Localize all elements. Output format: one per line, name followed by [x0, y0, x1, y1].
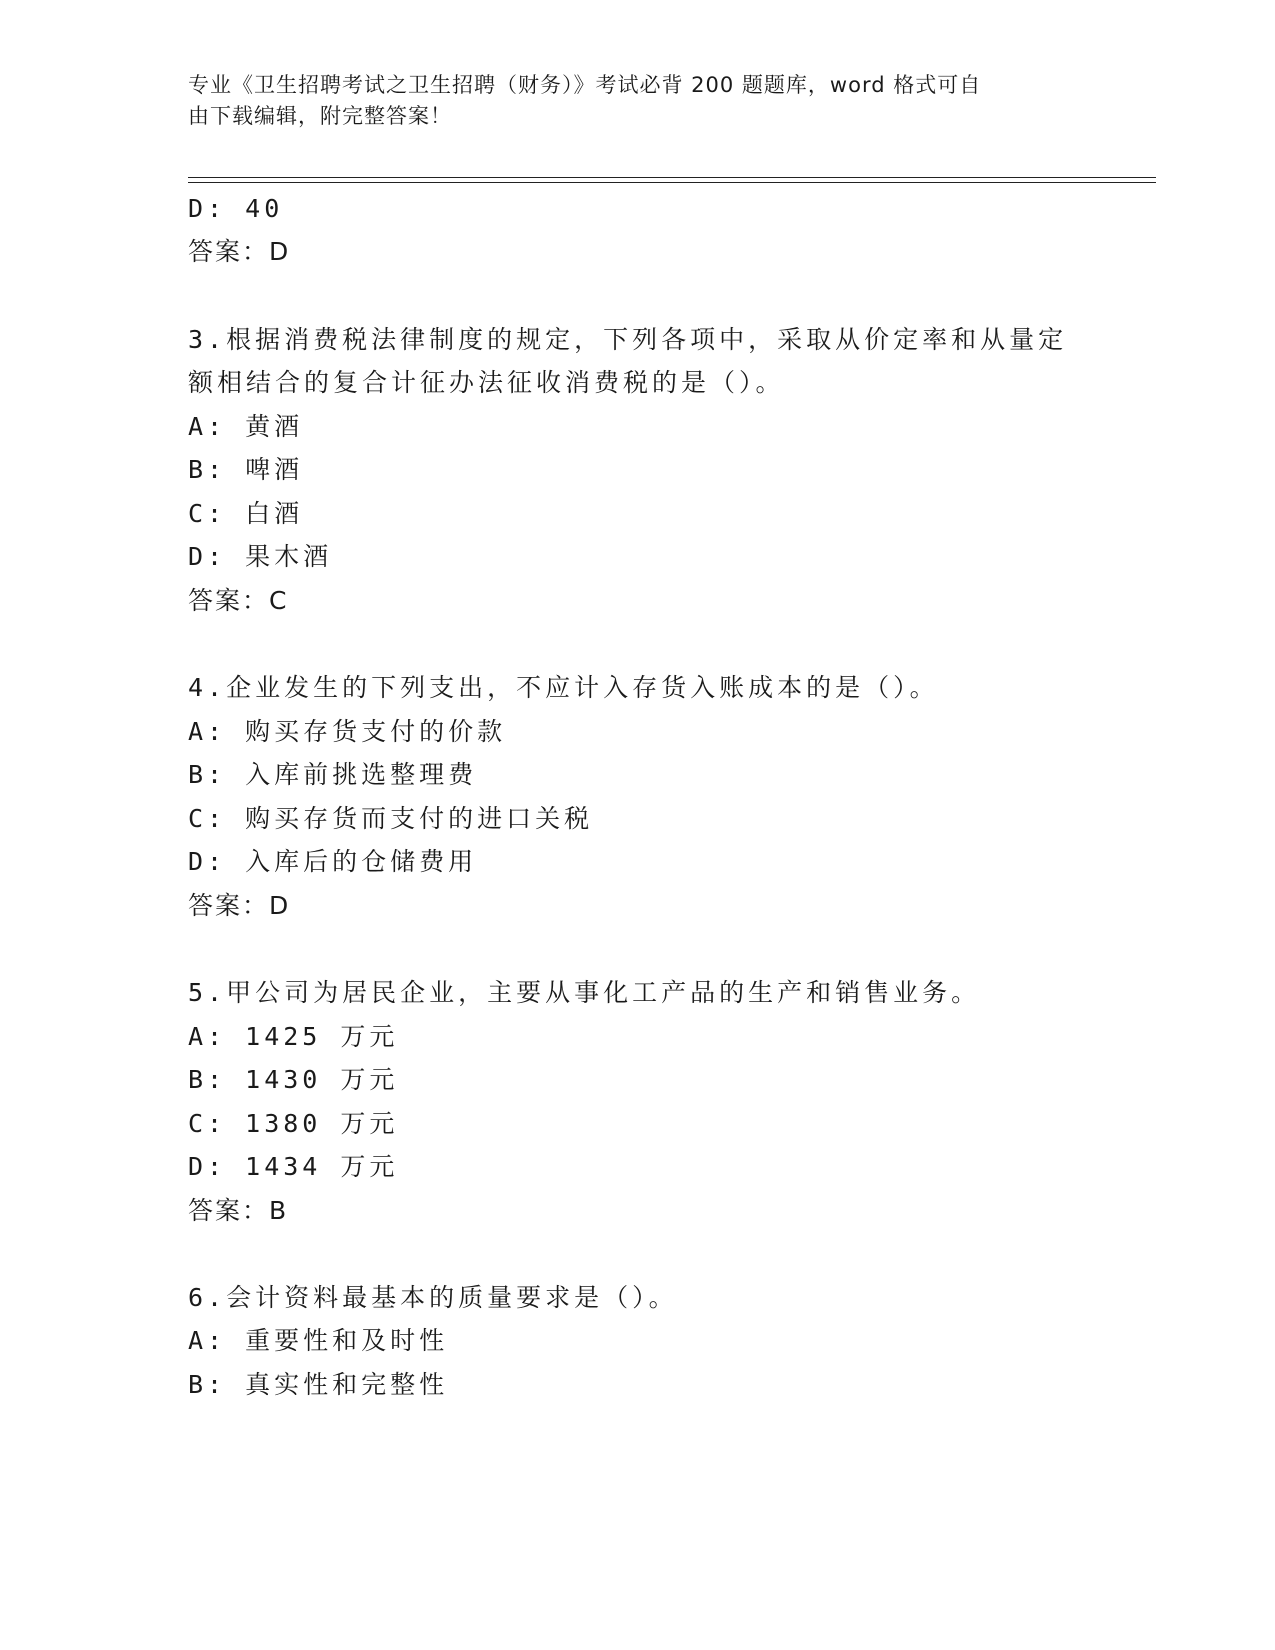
document-header: [188, 70, 1068, 132]
question-5-text: 5.甲公司为居民企业，主要从事化工产品的生产和销售业务。: [188, 978, 981, 1007]
question-4-option-d: D: 入库后的仓储费用: [188, 847, 478, 876]
question-4-option-c: C: 购买存货而支付的进口关税: [188, 804, 594, 833]
question-3-option-b: B: 啤酒: [188, 455, 304, 484]
header-divider-top: [188, 177, 1156, 178]
question-5-option-d: D: 1434 万元: [188, 1152, 399, 1181]
question-4-option-b: B: 入库前挑选整理费: [188, 760, 478, 789]
question-3-option-c: C: 白酒: [188, 499, 304, 528]
question-3-option-d: D: 果木酒: [188, 542, 333, 571]
question-4-answer: 答案：D: [188, 891, 291, 920]
question-4-text: 4.企业发生的下列支出，不应计入存货入账成本的是（）。: [188, 673, 939, 702]
question-3-answer: 答案：C: [188, 586, 289, 615]
header-divider-bottom: [188, 182, 1156, 183]
question-5-option-b: B: 1430 万元: [188, 1065, 399, 1094]
question-6-option-b: B: 真实性和完整性: [188, 1370, 449, 1399]
question-5-option-c: C: 1380 万元: [188, 1109, 399, 1138]
header-line-2: 由下载编辑，附完整答案！: [188, 104, 452, 128]
option-d: D: 40: [188, 194, 284, 223]
question-3-option-a: A: 黄酒: [188, 412, 304, 441]
question-3-text: 3.根据消费税法律制度的规定，下列各项中，采取从价定率和从量定: [188, 325, 1068, 354]
question-6-text: 6.会计资料最基本的质量要求是（）。: [188, 1283, 678, 1312]
answer: 答案：D: [188, 237, 291, 266]
question-6-option-a: A: 重要性和及时性: [188, 1326, 449, 1355]
question-5-option-a: A: 1425 万元: [188, 1022, 399, 1051]
question-5-answer: 答案：B: [188, 1196, 289, 1225]
question-4-option-a: A: 购买存货支付的价款: [188, 717, 507, 746]
question-3-text-cont: 额相结合的复合计征办法征收消费税的是（）。: [188, 368, 785, 397]
header-line-1: 专业《卫生招聘考试之卫生招聘（财务）》考试必背 200 题题库，word 格式可自: [188, 73, 982, 97]
